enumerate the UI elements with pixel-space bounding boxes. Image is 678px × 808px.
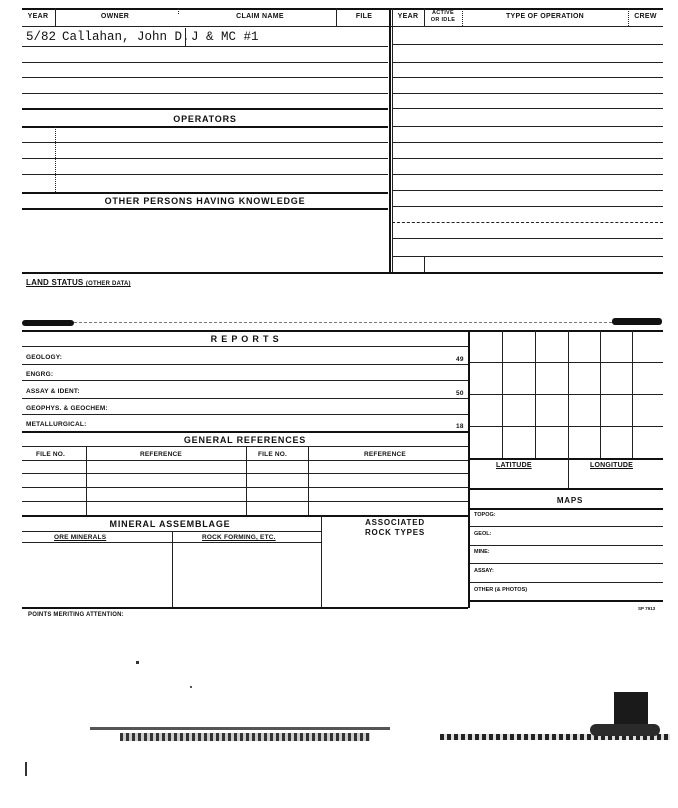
latitude-label: LATITUDE [496,462,532,469]
entry-owner: Callahan, John D. [62,30,190,44]
ref-file-no-1: FILE NO. [36,451,66,458]
ref-file-no-2: FILE NO. [258,451,288,458]
reports-title: R E P O R T S [210,334,280,344]
header-claim-name: CLAIM NAME [236,13,284,20]
header-active: ACTIVE [432,10,454,16]
map-other: OTHER (& PHOTOS) [474,587,528,593]
report-geology-code: 49 [456,356,464,363]
ref-reference-1: REFERENCE [140,451,182,458]
left-ink-mark [22,320,74,326]
ref-reference-2: REFERENCE [364,451,406,458]
report-geophys: GEOPHYS. & GEOCHEM: [26,405,108,412]
entry-year: 5/82 [26,30,57,44]
form-code: SP 7913 [638,606,656,611]
header-year-2: YEAR [397,13,419,20]
land-status-title: LAND STATUS [26,278,84,287]
report-metallurgical-code: 18 [456,423,464,430]
maps-title: MAPS [556,496,584,505]
operators-title: OPERATORS [173,114,237,124]
general-references-title: GENERAL REFERENCES [183,435,307,445]
longitude-label: LONGITUDE [590,462,634,469]
entry-claim-name: J & MC #1 [191,30,259,44]
land-status-label [26,278,131,287]
associated-rock-types-1: ASSOCIATED [365,518,425,527]
land-status-note: (OTHER DATA) [85,281,131,287]
report-assay: ASSAY & IDENT: [26,388,80,395]
header-file: FILE [355,13,373,20]
associated-rock-types-2: ROCK TYPES [364,528,425,537]
map-geol: GEOL: [474,531,492,537]
report-assay-code: 50 [456,390,464,397]
header-or-idle: OR IDLE [430,17,456,23]
map-assay: ASSAY: [474,568,494,574]
points-meriting-attention-label: POINTS MERITING ATTENTION: [28,612,124,618]
report-engrg: ENGRG: [26,371,54,378]
report-geology: GEOLOGY: [26,354,63,361]
header-owner: OWNER [100,13,130,20]
other-persons-title: OTHER PERSONS HAVING KNOWLEDGE [104,196,306,206]
report-metallurgical: METALLURGICAL: [26,421,87,428]
map-topog: TOPOG: [474,512,496,518]
ore-minerals-header: ORE MINERALS [54,534,107,541]
header-type-of-operation: TYPE OF OPERATION [505,13,585,20]
header-crew: CREW [634,13,657,20]
rock-forming-header: ROCK FORMING, ETC. [202,534,276,541]
map-mine: MINE: [474,549,490,555]
mineral-assemblage-title: MINERAL ASSEMBLAGE [109,519,231,529]
header-year: YEAR [27,13,49,20]
right-ink-mark [612,318,662,325]
